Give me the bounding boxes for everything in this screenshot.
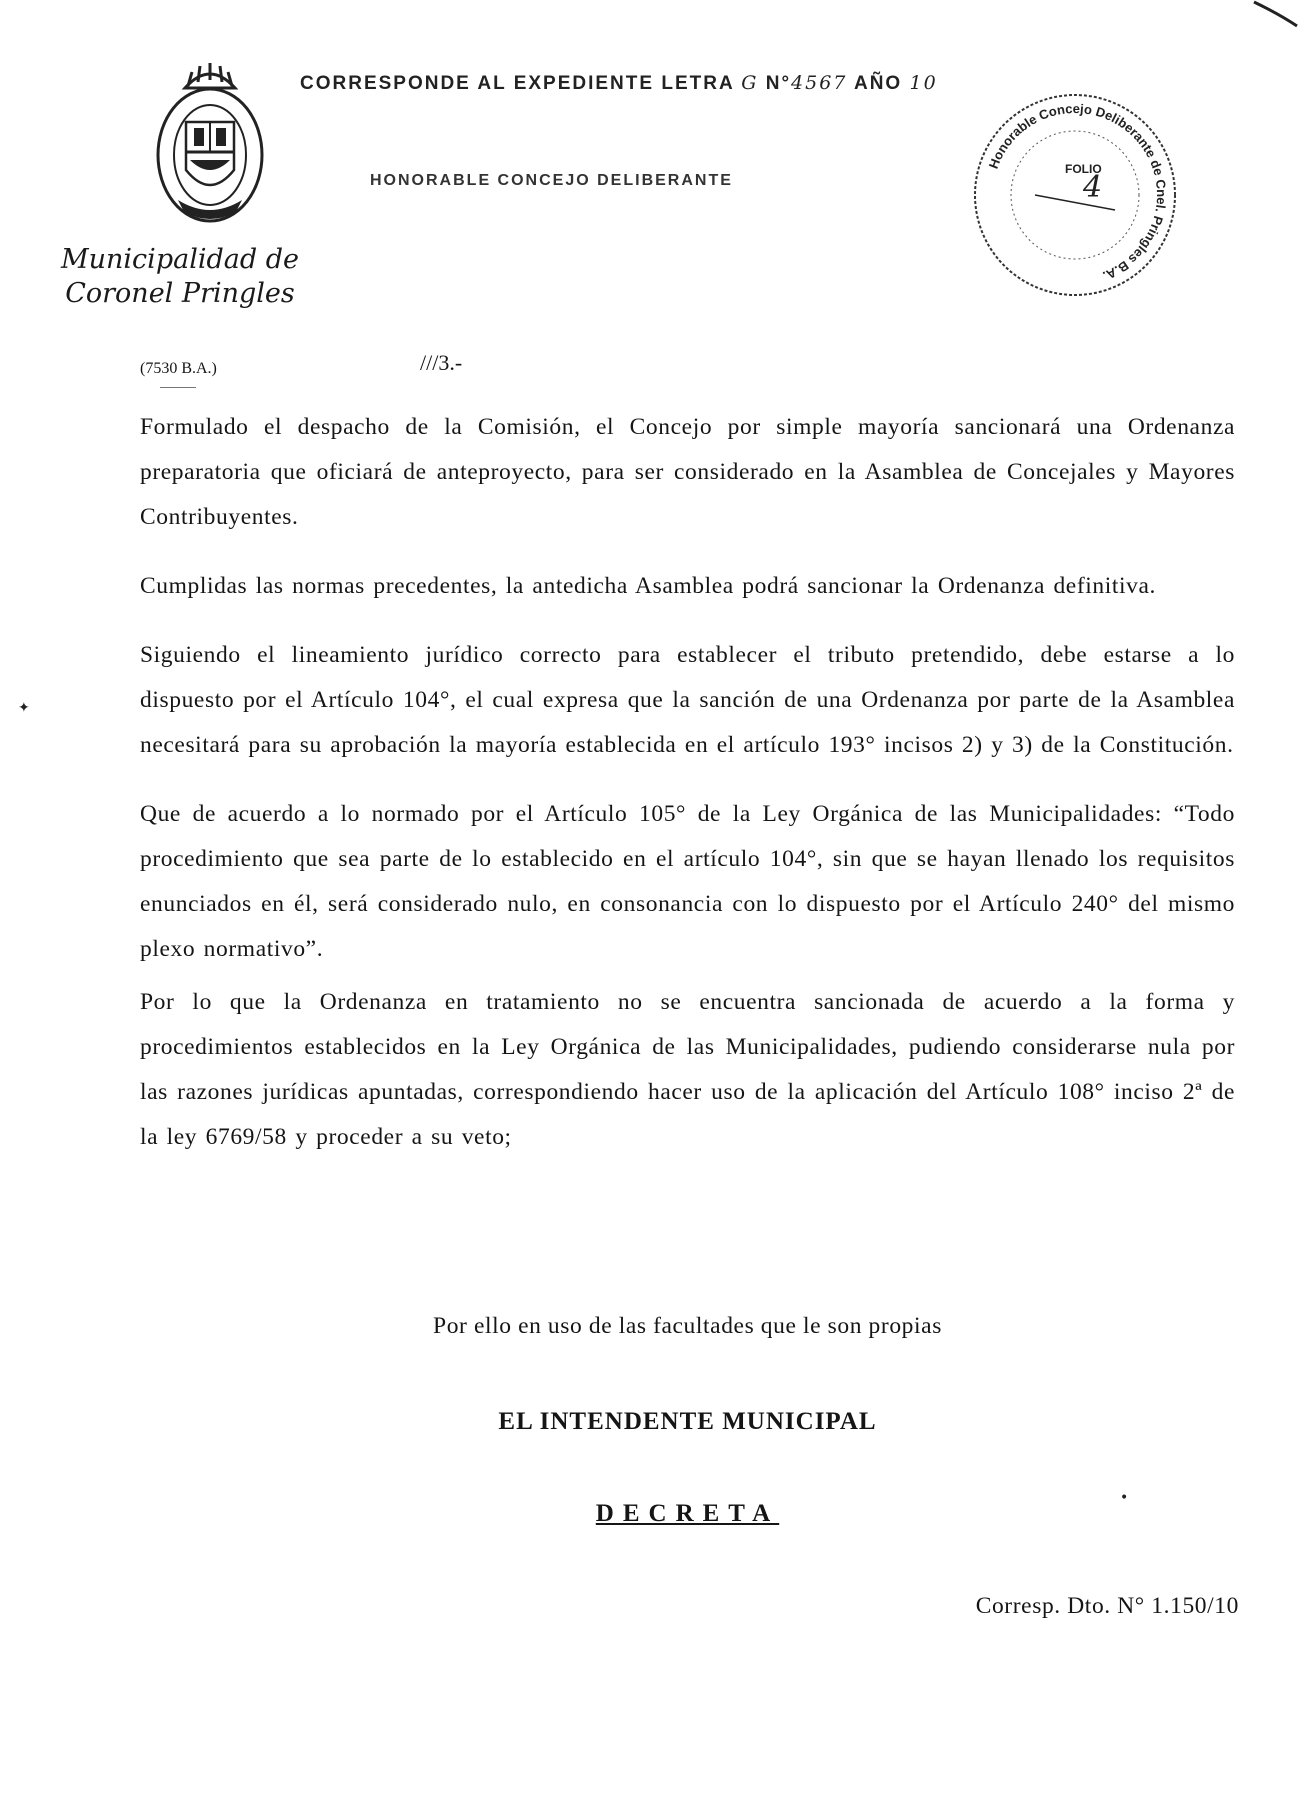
paragraph-5: Por lo que la Ordenanza en tratamiento no se encuentra sancionada de acuerdo a la forma y procedimientos establecidos en la Ley Orgánica de las Municipalidades, pudiendo considerarse nula por las razones jurídicas apuntadas, correspondiendo hacer uso de la aplicación del Artículo 108° inciso 2ª de la ley 6769/58 y proceder a su veto; [140, 989, 1235, 1150]
folio-stamp-icon [965, 85, 1185, 305]
scan-speck: ✦ [18, 700, 30, 716]
institution-name [40, 243, 320, 311]
folio-number: 4 [1083, 170, 1103, 205]
folio-stamp-text: Honorable Concejo Deliberante de Cnel. Pringles B.A. [985, 100, 1170, 284]
institution-name-line2: Coronel Pringles [65, 278, 295, 309]
concejo-stamp: HONORABLE CONCEJO DELIBERANTE [370, 172, 733, 189]
document-body [140, 405, 1235, 1184]
page-reference: ///3.- [420, 350, 463, 375]
expediente-number: 4567 [791, 72, 848, 94]
municipal-seal-icon [150, 60, 270, 225]
paragraph-2: Cumplidas las normas precedentes, la antedicha Asamblea podrá sancionar la Ordenanza definitiva. [140, 573, 1156, 599]
expediente-stamp [300, 72, 938, 95]
postal-divider [160, 387, 196, 388]
paragraph-1: Formulado el despacho de la Comisión, el Concejo por simple mayoría sancionará una Ordenanza preparatoria que oficiará de anteproyecto, para ser considerado en la Asamblea de Concejales y Mayores Contribuyentes. [140, 414, 1235, 530]
expediente-year: 10 [909, 72, 938, 94]
decree-authority-heading: EL INTENDENTE MUNICIPAL [498, 1408, 877, 1435]
folio-label: FOLIO [1065, 162, 1102, 176]
corner-pen-mark [1249, 0, 1299, 30]
decreta-heading: DECRETA [595, 1500, 780, 1527]
postal-code: (7530 B.A.) [140, 360, 217, 377]
scan-speck: • [1120, 1490, 1129, 1506]
letterhead [30, 60, 320, 311]
institution-name-line1: Municipalidad de [61, 244, 299, 275]
expediente-number-label: N° [765, 73, 792, 94]
expediente-letter: G [741, 72, 759, 94]
expediente-stamp-label: CORRESPONDE AL EXPEDIENTE LETRA [300, 73, 734, 94]
correspondence-reference: Corresp. Dto. N° 1.150/10 [975, 1593, 1239, 1619]
intro-line: Por ello en uso de las facultades que le son propias [433, 1313, 942, 1339]
svg-text:Honorable Concejo Deliberante [986, 101, 1169, 284]
expediente-year-label: AÑO [853, 73, 903, 94]
paragraph-3: Siguiendo el lineamiento jurídico correcto para establecer el tributo pretendido, debe estarse a lo dispuesto por el Artículo 104°, el cual expresa que la sanción de una Ordenanza por parte de la Asamblea necesitará para su aprobación la mayoría establecida en el artículo 193° incisos 2) y 3) de la Constitución. [140, 642, 1235, 758]
paragraph-4: Que de acuerdo a lo normado por el Artículo 105° de la Ley Orgánica de las Municipalidades: “Todo procedimiento que sea parte de lo establecido en el artículo 104°, sin que se hayan llenado los requisitos enunciados en él, será considerado nulo, en consonancia con lo dispuesto por el Artículo 240° del mismo plexo normativo”. [140, 801, 1235, 962]
